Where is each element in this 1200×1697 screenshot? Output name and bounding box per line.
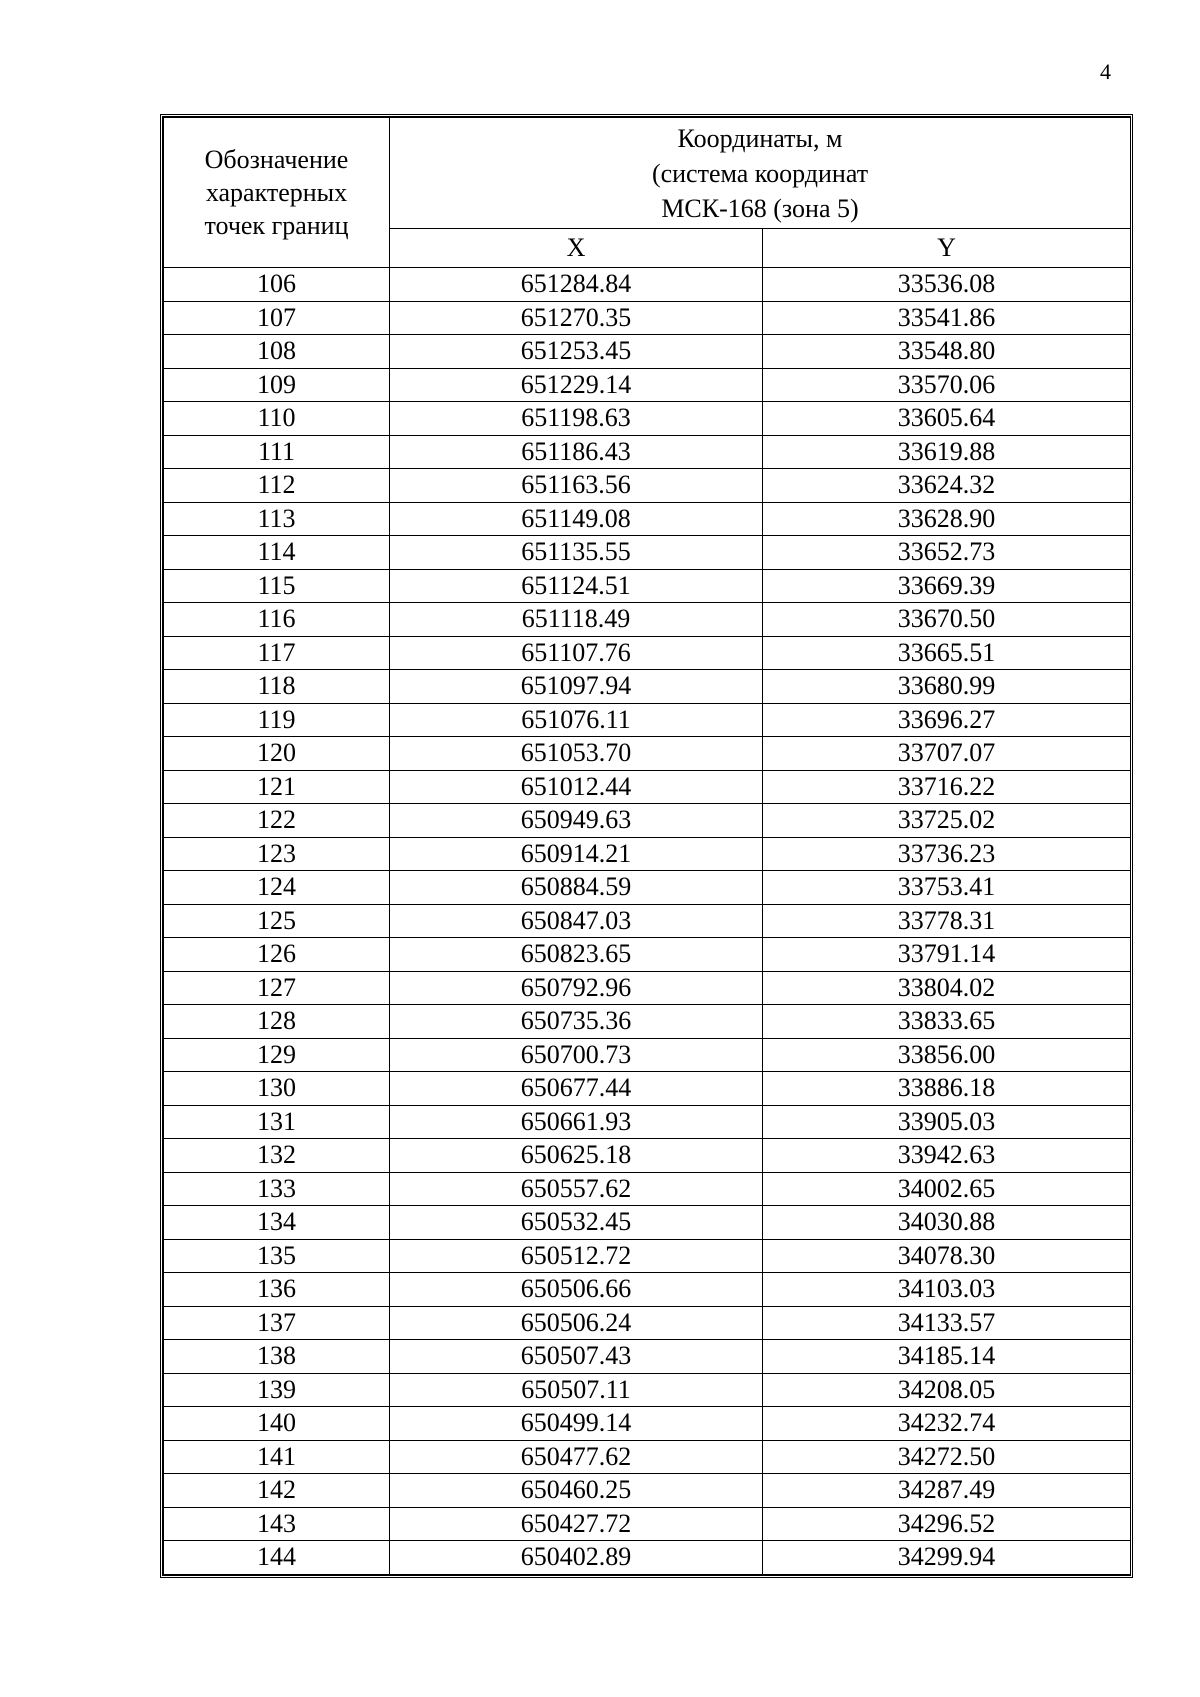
table-row (164, 804, 1131, 838)
coordinates-table (163, 117, 1131, 1575)
y-coordinate-cell: 34296.52 (763, 1507, 1131, 1541)
x-coordinate-cell: 650884.59 (390, 871, 763, 905)
x-coordinate-cell: 651163.56 (390, 469, 763, 503)
point-id-cell: 141 (164, 1440, 390, 1474)
point-id-cell: 131 (164, 1105, 390, 1139)
table-row (164, 1038, 1131, 1072)
x-coordinate-cell: 651229.14 (390, 368, 763, 402)
coords-header-line: Координаты, м (677, 123, 843, 153)
point-id-cell: 137 (164, 1306, 390, 1340)
point-id-cell: 117 (164, 636, 390, 670)
table-row (164, 301, 1131, 335)
point-id-cell: 143 (164, 1507, 390, 1541)
point-id-cell: 124 (164, 871, 390, 905)
table-header-row (164, 118, 1131, 229)
point-id-cell: 123 (164, 837, 390, 871)
x-coordinate-cell: 650507.11 (390, 1373, 763, 1407)
x-coordinate-cell: 650677.44 (390, 1072, 763, 1106)
x-coordinate-cell: 651012.44 (390, 770, 763, 804)
table-row (164, 1306, 1131, 1340)
table-row (164, 1172, 1131, 1206)
x-coordinate-cell: 650506.66 (390, 1273, 763, 1307)
coords-header-line: МСК-168 (зона 5) (661, 193, 859, 223)
y-coordinate-cell: 33536.08 (763, 268, 1131, 302)
table-row (164, 737, 1131, 771)
x-coordinate-cell: 650477.62 (390, 1440, 763, 1474)
y-coordinate-cell: 33905.03 (763, 1105, 1131, 1139)
x-coordinate-cell: 650823.65 (390, 938, 763, 972)
table-row (164, 971, 1131, 1005)
point-id-cell: 132 (164, 1139, 390, 1173)
x-coordinate-cell: 651076.11 (390, 703, 763, 737)
y-coordinate-cell: 34287.49 (763, 1474, 1131, 1508)
y-coordinate-cell: 33541.86 (763, 301, 1131, 335)
table-row (164, 1407, 1131, 1441)
point-id-cell: 111 (164, 435, 390, 469)
x-coordinate-cell: 650847.03 (390, 904, 763, 938)
x-coordinate-cell: 650557.62 (390, 1172, 763, 1206)
table-row (164, 1072, 1131, 1106)
page-number: 4 (1100, 59, 1111, 84)
y-coordinate-cell: 33696.27 (763, 703, 1131, 737)
y-coordinate-cell: 33619.88 (763, 435, 1131, 469)
table-row (164, 1139, 1131, 1173)
y-coordinate-cell: 33791.14 (763, 938, 1131, 972)
point-id-cell: 107 (164, 301, 390, 335)
point-id-cell: 133 (164, 1172, 390, 1206)
table-row (164, 1340, 1131, 1374)
point-id-cell: 138 (164, 1340, 390, 1374)
x-coordinate-cell: 651135.55 (390, 536, 763, 570)
x-coordinate-cell: 650625.18 (390, 1139, 763, 1173)
point-id-cell: 114 (164, 536, 390, 570)
y-coordinate-cell: 33548.80 (763, 335, 1131, 369)
x-coordinate-cell: 650506.24 (390, 1306, 763, 1340)
point-id-cell: 144 (164, 1541, 390, 1575)
y-coordinate-cell: 33652.73 (763, 536, 1131, 570)
point-id-cell: 112 (164, 469, 390, 503)
x-coordinate-cell: 650735.36 (390, 1005, 763, 1039)
point-id-cell: 136 (164, 1273, 390, 1307)
table-row (164, 469, 1131, 503)
table-row (164, 703, 1131, 737)
point-id-cell: 121 (164, 770, 390, 804)
x-coordinate-cell: 651198.63 (390, 402, 763, 436)
table-row (164, 435, 1131, 469)
table-row (164, 536, 1131, 570)
y-coordinate-cell: 34299.94 (763, 1541, 1131, 1575)
point-column-header (164, 118, 390, 268)
y-column-header: Y (763, 229, 1131, 268)
table-body (164, 268, 1131, 1575)
y-coordinate-cell: 33725.02 (763, 804, 1131, 838)
x-coordinate-cell: 650512.72 (390, 1239, 763, 1273)
table-row (164, 904, 1131, 938)
point-id-cell: 108 (164, 335, 390, 369)
x-coordinate-cell: 651124.51 (390, 569, 763, 603)
x-column-header: X (390, 229, 763, 268)
x-coordinate-cell: 650427.72 (390, 1507, 763, 1541)
point-header-line: характерных (205, 178, 348, 207)
point-id-cell: 126 (164, 938, 390, 972)
table-row (164, 502, 1131, 536)
point-id-cell: 140 (164, 1407, 390, 1441)
y-coordinate-cell: 33707.07 (763, 737, 1131, 771)
x-coordinate-cell: 650792.96 (390, 971, 763, 1005)
y-coordinate-cell: 33570.06 (763, 368, 1131, 402)
table-row (164, 770, 1131, 804)
point-id-cell: 129 (164, 1038, 390, 1072)
point-id-cell: 115 (164, 569, 390, 603)
x-coordinate-cell: 651149.08 (390, 502, 763, 536)
table-row (164, 1105, 1131, 1139)
point-id-cell: 142 (164, 1474, 390, 1508)
point-id-cell: 109 (164, 368, 390, 402)
y-coordinate-cell: 34002.65 (763, 1172, 1131, 1206)
x-coordinate-cell: 651097.94 (390, 670, 763, 704)
y-coordinate-cell: 34272.50 (763, 1440, 1131, 1474)
table-row (164, 636, 1131, 670)
table-row (164, 871, 1131, 905)
coordinates-column-header (390, 118, 1131, 229)
point-id-cell: 130 (164, 1072, 390, 1106)
point-id-cell: 113 (164, 502, 390, 536)
y-coordinate-cell: 34103.03 (763, 1273, 1131, 1307)
x-coordinate-cell: 650949.63 (390, 804, 763, 838)
table-row (164, 1474, 1131, 1508)
x-coordinate-cell: 651053.70 (390, 737, 763, 771)
point-id-cell: 134 (164, 1206, 390, 1240)
y-coordinate-cell: 34232.74 (763, 1407, 1131, 1441)
table-row (164, 368, 1131, 402)
point-header-line: точек границ (204, 211, 349, 240)
table-row (164, 1273, 1131, 1307)
table-row (164, 1373, 1131, 1407)
table-row (164, 603, 1131, 637)
point-id-cell: 127 (164, 971, 390, 1005)
x-coordinate-cell: 651284.84 (390, 268, 763, 302)
y-coordinate-cell: 33753.41 (763, 871, 1131, 905)
table-row (164, 1239, 1131, 1273)
x-coordinate-cell: 650499.14 (390, 1407, 763, 1441)
table-row (164, 402, 1131, 436)
table-row (164, 268, 1131, 302)
x-coordinate-cell: 650661.93 (390, 1105, 763, 1139)
x-coordinate-cell: 651270.35 (390, 301, 763, 335)
x-coordinate-cell: 651186.43 (390, 435, 763, 469)
point-id-cell: 118 (164, 670, 390, 704)
x-coordinate-cell: 650700.73 (390, 1038, 763, 1072)
point-id-cell: 139 (164, 1373, 390, 1407)
y-coordinate-cell: 34185.14 (763, 1340, 1131, 1374)
y-coordinate-cell: 33833.65 (763, 1005, 1131, 1039)
y-coordinate-cell: 33680.99 (763, 670, 1131, 704)
y-coordinate-cell: 33628.90 (763, 502, 1131, 536)
point-id-cell: 120 (164, 737, 390, 771)
point-id-cell: 110 (164, 402, 390, 436)
table-header (164, 118, 1131, 268)
point-id-cell: 128 (164, 1005, 390, 1039)
table-row (164, 1005, 1131, 1039)
x-coordinate-cell: 651253.45 (390, 335, 763, 369)
table-row (164, 1206, 1131, 1240)
point-id-cell: 116 (164, 603, 390, 637)
y-coordinate-cell: 33670.50 (763, 603, 1131, 637)
y-coordinate-cell: 34078.30 (763, 1239, 1131, 1273)
point-id-cell: 135 (164, 1239, 390, 1273)
x-coordinate-cell: 651118.49 (390, 603, 763, 637)
table-row (164, 1541, 1131, 1575)
y-coordinate-cell: 33778.31 (763, 904, 1131, 938)
y-coordinate-cell: 33736.23 (763, 837, 1131, 871)
y-coordinate-cell: 33942.63 (763, 1139, 1131, 1173)
y-coordinate-cell: 34133.57 (763, 1306, 1131, 1340)
y-coordinate-cell: 33886.18 (763, 1072, 1131, 1106)
point-id-cell: 125 (164, 904, 390, 938)
y-coordinate-cell: 33624.32 (763, 469, 1131, 503)
y-coordinate-cell: 34208.05 (763, 1373, 1131, 1407)
table-row (164, 938, 1131, 972)
y-coordinate-cell: 33665.51 (763, 636, 1131, 670)
table-row (164, 837, 1131, 871)
table-row (164, 670, 1131, 704)
point-id-cell: 106 (164, 268, 390, 302)
table-row (164, 1507, 1131, 1541)
x-coordinate-cell: 650460.25 (390, 1474, 763, 1508)
x-coordinate-cell: 650532.45 (390, 1206, 763, 1240)
coordinates-table-frame (160, 114, 1133, 1578)
point-id-cell: 122 (164, 804, 390, 838)
point-id-cell: 119 (164, 703, 390, 737)
x-coordinate-cell: 650914.21 (390, 837, 763, 871)
table-row (164, 1440, 1131, 1474)
y-coordinate-cell: 33856.00 (763, 1038, 1131, 1072)
table-row (164, 569, 1131, 603)
y-coordinate-cell: 34030.88 (763, 1206, 1131, 1240)
y-coordinate-cell: 33716.22 (763, 770, 1131, 804)
x-coordinate-cell: 650507.43 (390, 1340, 763, 1374)
y-coordinate-cell: 33669.39 (763, 569, 1131, 603)
x-coordinate-cell: 650402.89 (390, 1541, 763, 1575)
y-coordinate-cell: 33804.02 (763, 971, 1131, 1005)
x-coordinate-cell: 651107.76 (390, 636, 763, 670)
table-row (164, 335, 1131, 369)
point-header-line: Обозначение (204, 145, 349, 174)
y-coordinate-cell: 33605.64 (763, 402, 1131, 436)
coords-header-line: (система координат (651, 158, 869, 188)
